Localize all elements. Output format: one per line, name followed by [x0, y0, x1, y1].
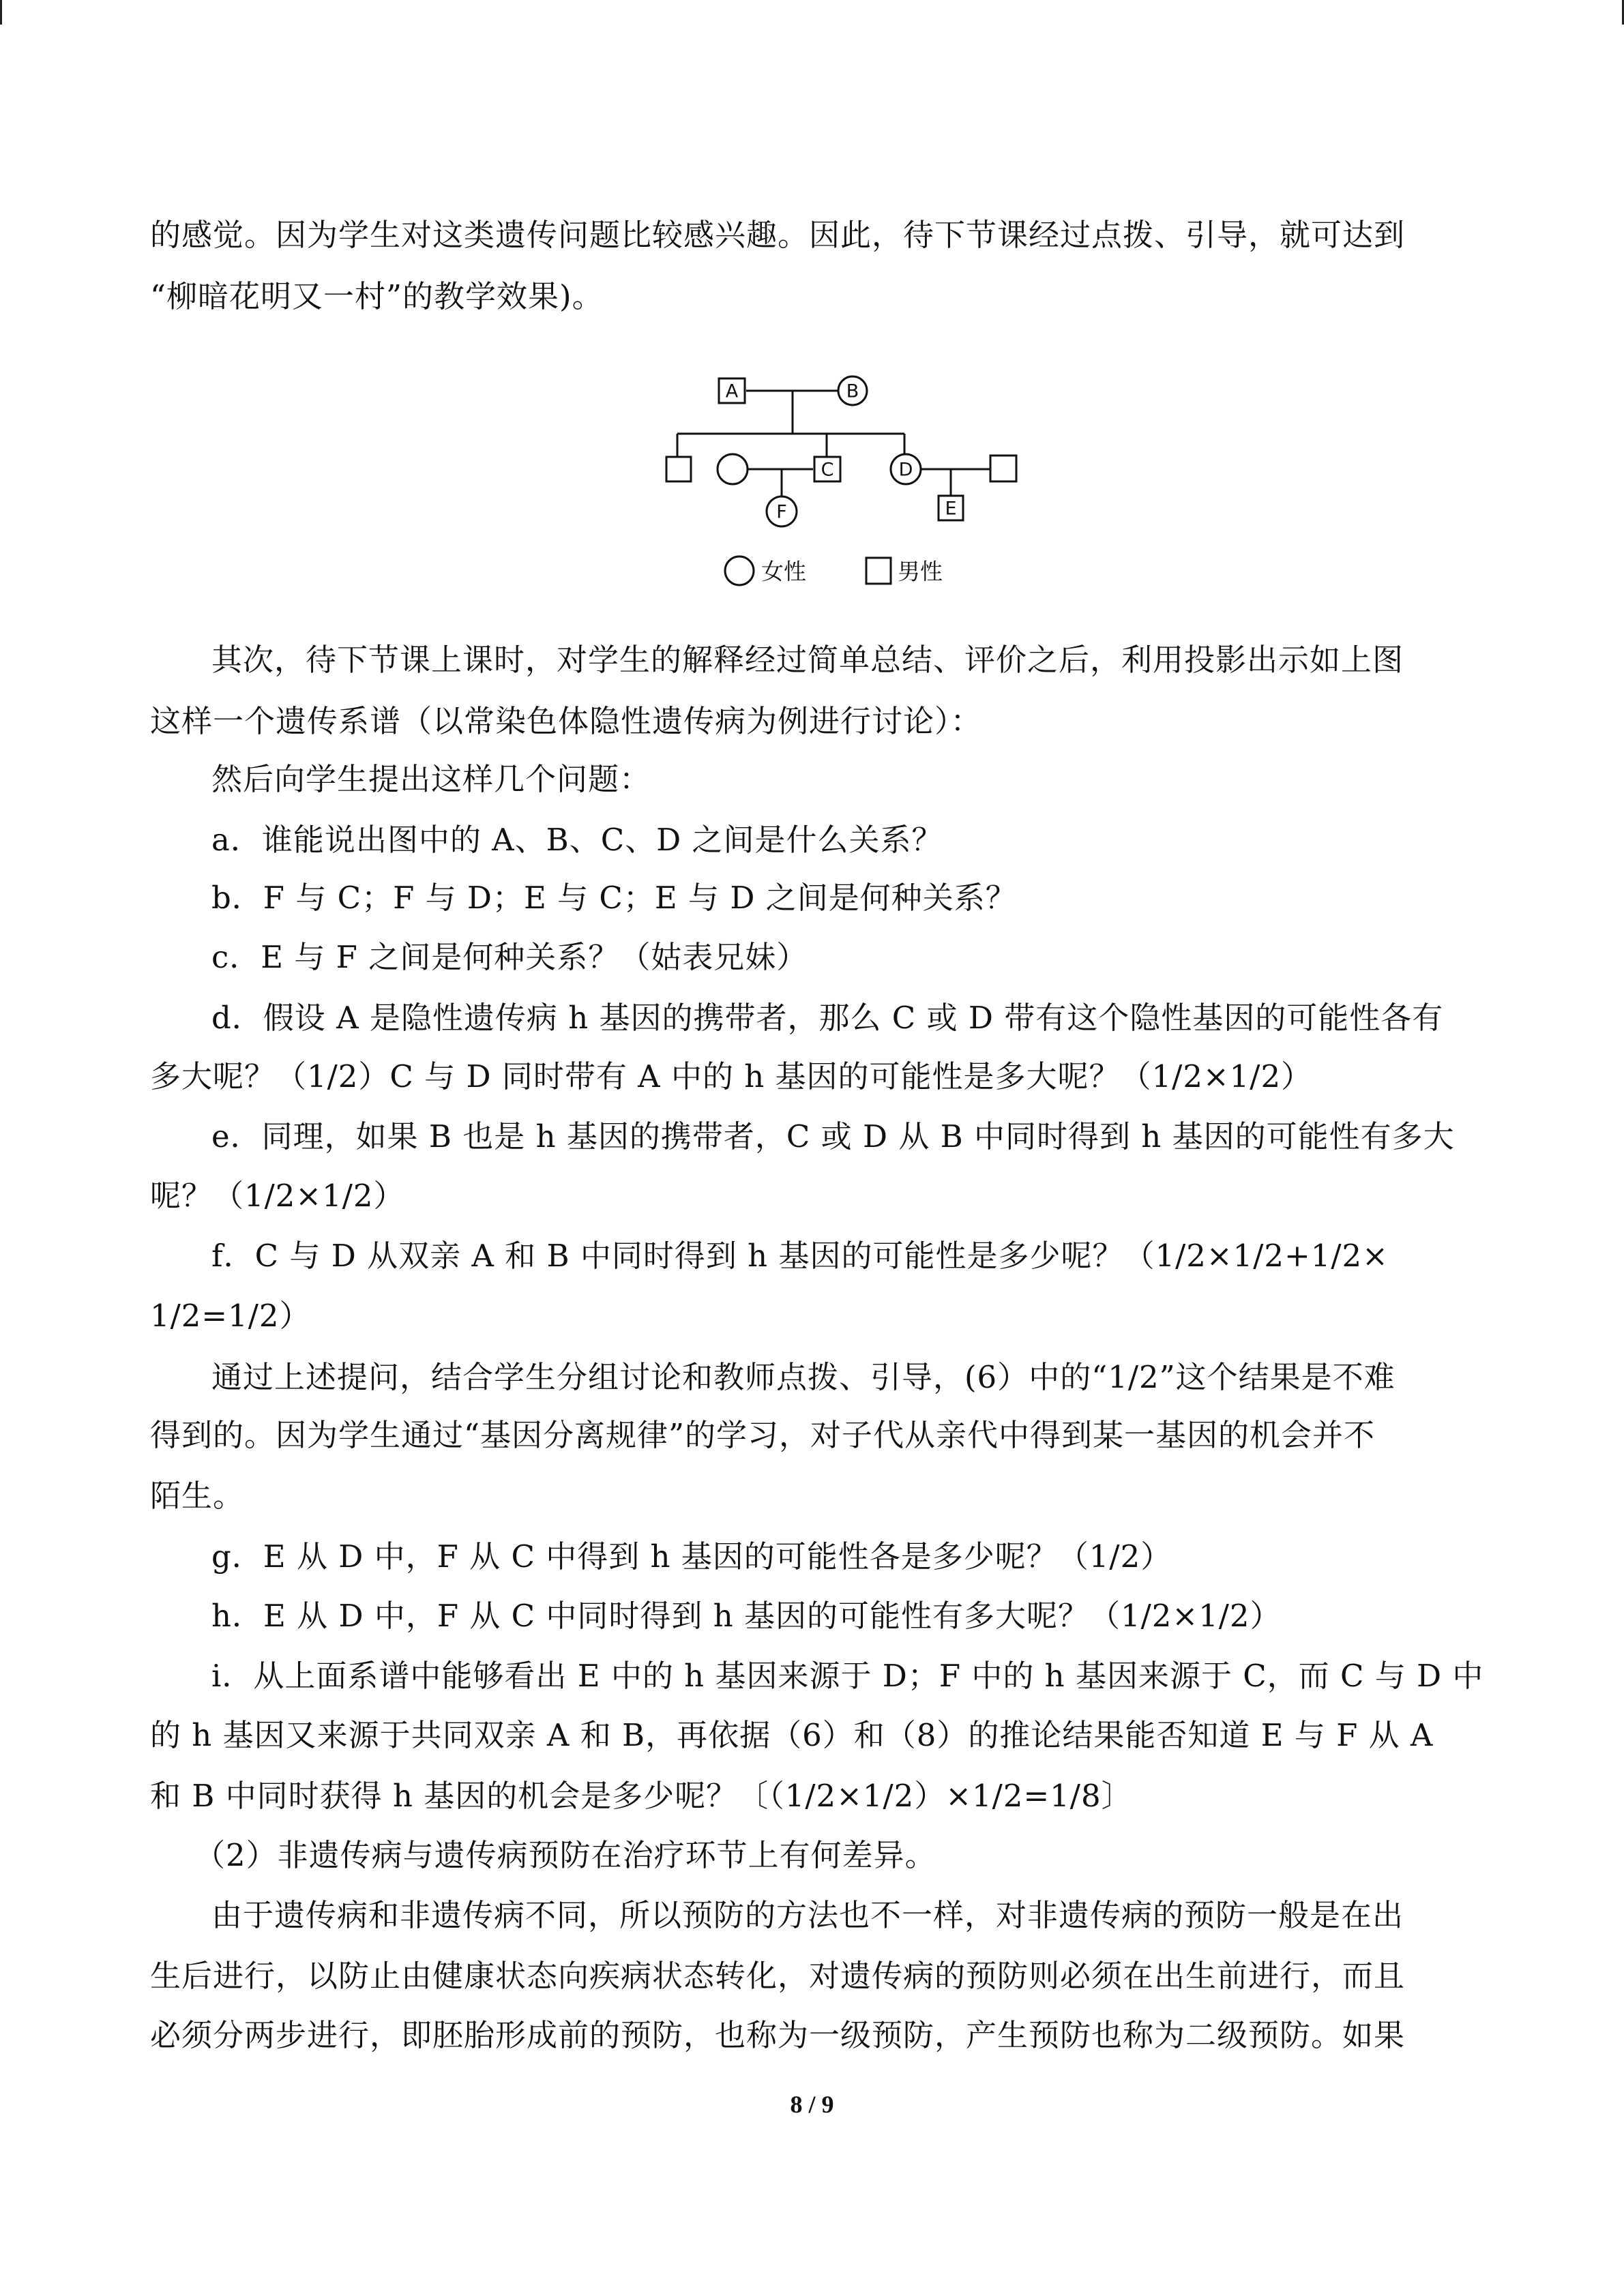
pedigree-node-male-uncle: [666, 457, 691, 481]
text-line: 多大呢？（1/2）C 与 D 同时带有 A 中的 h 基因的可能性是多大呢？（1/2×1/2）: [150, 1058, 1313, 1094]
text-line: d．假设 A 是隐性遗传病 h 基因的携带者，那么 C 或 D 带有这个隐性基因的可能性各有: [211, 1000, 1444, 1036]
text-line: 1/2=1/2）: [150, 1298, 311, 1334]
text-line: b．F 与 C；F 与 D；E 与 C；E 与 D 之间是何种关系？: [211, 880, 1017, 916]
text-line: i．从上面系谱中能够看出 E 中的 h 基因来源于 D；F 中的 h 基因来源于 C，而 C 与 D 中: [211, 1658, 1484, 1694]
text-line: 由于遗传病和非遗传病不同，所以预防的方法也不一样，对非遗传病的预防一般是在出: [211, 1897, 1404, 1933]
text-line: c．E 与 F 之间是何种关系？（姑表兄妹）: [211, 939, 808, 975]
text-line: 的 h 基因又来源于共同双亲 A 和 B，再依据（6）和（8）的推论结果能否知道 E 与 F 从 A: [150, 1717, 1434, 1753]
legend-male-symbol: [866, 558, 891, 584]
pedigree-legend: [725, 556, 943, 585]
text-line: 其次，待下节课上课时，对学生的解释经过简单总结、评价之后，利用投影出示如上图: [211, 642, 1404, 678]
text-line: e．同理，如果 B 也是 h 基因的携带者，C 或 D 从 B 中同时得到 h 基因的可能性有多大: [211, 1118, 1455, 1154]
pedigree-label-a: A: [725, 381, 739, 402]
text-line: 生后进行，以防止由健康状态向疾病状态转化，对遗传病的预防则必须在出生前进行，而且: [150, 1958, 1406, 1994]
legend-female-label: 女性: [761, 558, 806, 585]
text-line: a．谁能说出图中的 A、B、C、D 之间是什么关系？: [211, 822, 943, 858]
text-line: 这样一个遗传系谱（以常染色体隐性遗传病为例进行讨论）：: [150, 703, 982, 739]
pedigree-diagram: [655, 361, 1037, 597]
pedigree-node-female-spouse: [718, 454, 748, 484]
pedigree-node-male-d-spouse: [990, 456, 1016, 481]
page-number: 8 / 9: [790, 2091, 834, 2118]
pedigree-label-c: C: [821, 459, 834, 481]
text-line: 得到的。因为学生通过“基因分离规律”的学习，对子代从亲代中得到某一基因的机会并不: [150, 1417, 1376, 1453]
text-line: “柳暗花明又一村”的教学效果)。: [150, 278, 604, 314]
text-line: 通过上述提问，结合学生分组讨论和教师点拨、引导，(6）中的“1/2”这个结果是不难: [211, 1359, 1396, 1395]
text-line: 呢？（1/2×1/2）: [150, 1178, 405, 1214]
text-line: f．C 与 D 从双亲 A 和 B 中同时得到 h 基因的可能性是多少呢？（1/2×1/2+1/2×: [211, 1238, 1389, 1274]
text-line: h．E 从 D 中，F 从 C 中同时得到 h 基因的可能性有多大呢？（1/2×1/2）: [211, 1598, 1282, 1634]
text-line: 和 B 中同时获得 h 基因的机会是多少呢？〔（1/2×1/2）×1/2=1/8〕: [150, 1778, 1133, 1814]
text-line: g．E 从 D 中，F 从 C 中得到 h 基因的可能性各是多少呢？（1/2）: [211, 1538, 1172, 1575]
text-line: （2）非遗传病与遗传病预防在治疗环节上有何差异。: [194, 1837, 936, 1873]
legend-male-label: 男性: [898, 558, 943, 585]
pedigree-label-f: F: [776, 501, 787, 523]
text-line: 陌生。: [150, 1478, 245, 1514]
legend-female-symbol: [725, 556, 754, 585]
text-line: 必须分两步进行，即胚胎形成前的预防，也称为一级预防，产生预防也称为二级预防。如果: [150, 2017, 1406, 2053]
page-corner-mark-left: [0, 0, 2, 25]
text-line: 的感觉。因为学生对这类遗传问题比较感兴趣。因此，待下节课经过点拨、引导，就可达到: [150, 217, 1406, 253]
text-line: 然后向学生提出这样几个问题：: [211, 761, 651, 797]
pedigree-label-d: D: [898, 459, 913, 481]
pedigree-label-e: E: [945, 498, 957, 520]
pedigree-label-b: B: [846, 381, 859, 402]
